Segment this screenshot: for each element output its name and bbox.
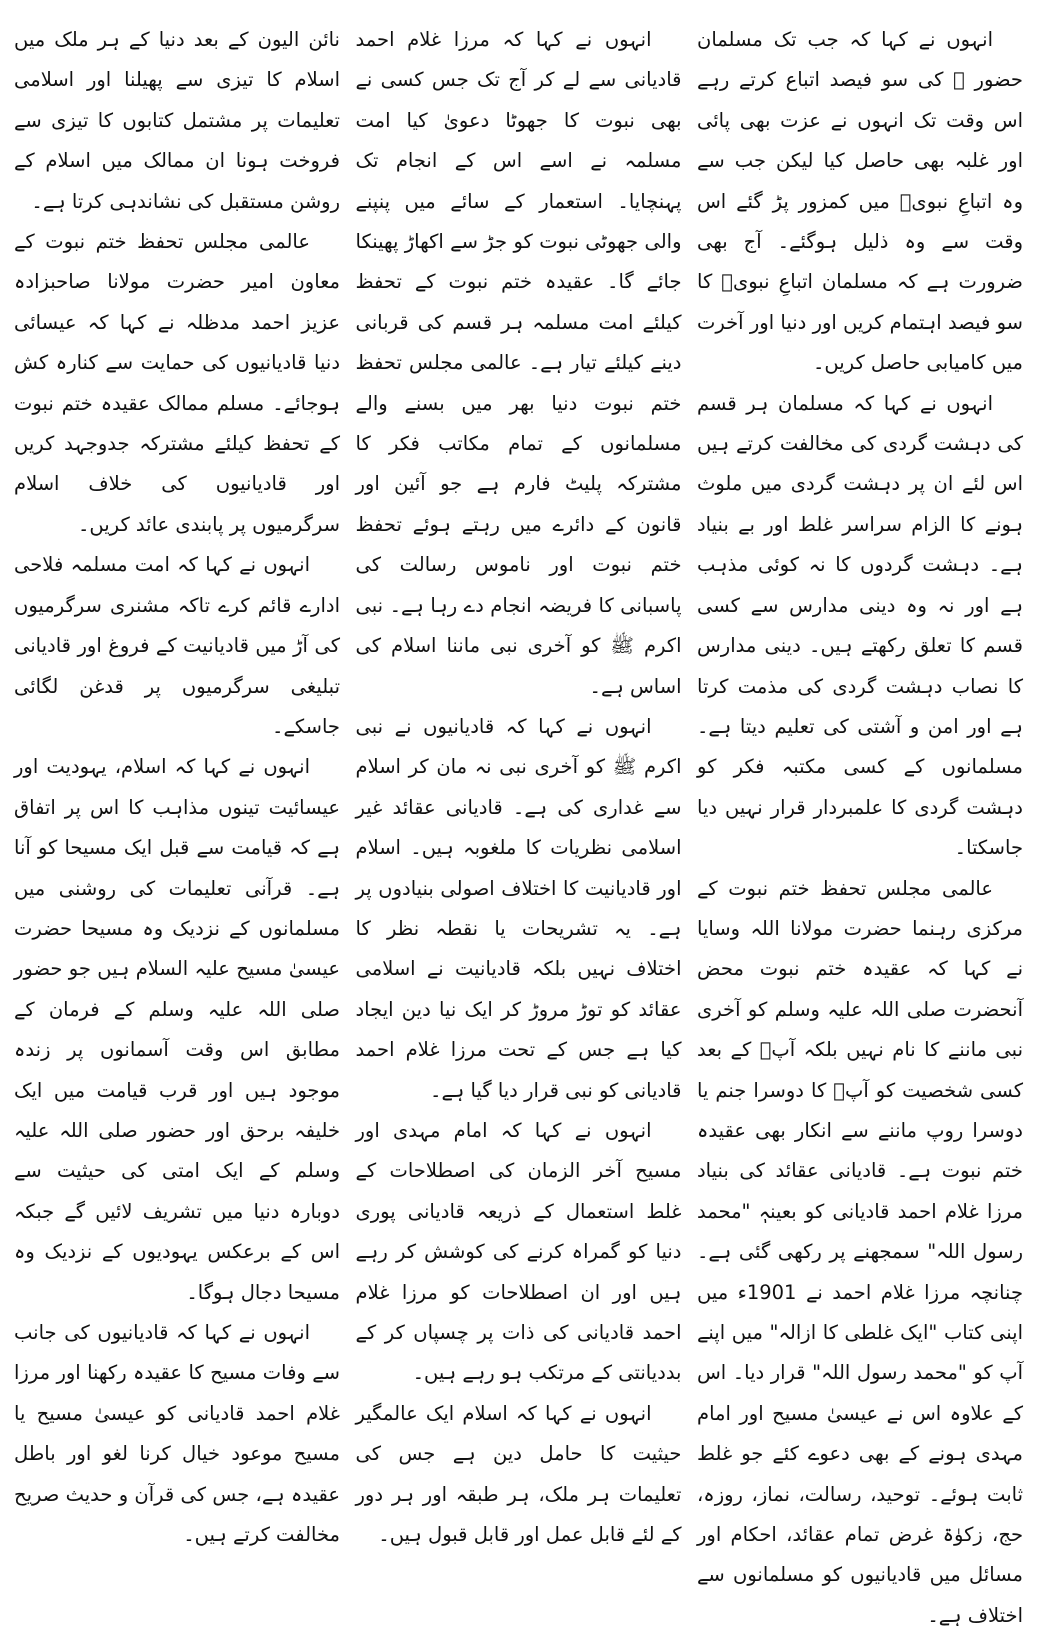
paragraph: انہوں نے کہا کہ اسلام، یہودیت اور عیسائیت تینوں مذاہب کا اس پر اتفاق ہے کہ قیامت سے قبل ایک مسیحا کو آنا ہے۔ قرآنی تعلیمات کی روشنی میں مسلمانوں کے نزدیک وہ مسیحا حضرت عیسیٰ مسیح علیہ السلام ہیں جو حضور صلی اللہ علیہ وسلم کے فرمان کے مطابق اس وقت آسمانوں پر زندہ موجود ہیں اور قرب قیامت میں ایک خلیفہ برحق اور حضور صلی اللہ علیہ وسلم کے ایک امتی کی حیثیت سے دوبارہ دنیا میں تشریف لائیں گے جبکہ اس کے برعکس یہودیوں کے نزدیک وہ مسیحا دجال ہوگا۔ <box>14 755 340 1304</box>
column-middle <box>355 20 682 1547</box>
paragraph: عالمی مجلس تحفظ ختم نبوت کے مرکزی رہنما حضرت مولانا اللہ وسایا نے کہا کہ عقیدہ ختم نبوت محض آنحضرت صلی اللہ علیہ وسلم کو آخری نبی ماننے کا نام نہیں بلکہ آپؐ کے بعد کسی شخصیت کو آپؐ کا دوسرا جنم یا دوسرا روپ ماننے سے انکار بھی عقیدہ ختم نبوت ہے۔ قادیانی عقائد کی بنیاد مرزا غلام احمد قادیانی کو بعینہٖ "محمد رسول اللہ" سمجھنے پر رکھی گئی ہے۔ چنانچہ مرزا غلام احمد نے 1901ء میں اپنی کتاب "ایک غلطی کا ازالہ" میں اپنے آپ کو "محمد رسول اللہ" قرار دیا۔ اس کے علاوہ اس نے عیسیٰ مسیح اور امام مہدی ہونے کے بھی دعوے کئے جو غلط ثابت ہوئے۔ توحید، رسالت، نماز، روزہ، حج، زکوٰۃ غرض تمام عقائد، احکام اور مسائل میں قادیانیوں کو مسلمانوں سے اختلاف ہے۔ <box>697 876 1023 1627</box>
paragraph: انہوں نے کہا کہ قادیانیوں نے نبی اکرم ﷺ کو آخری نبی نہ مان کر اسلام سے غداری کی ہے۔ قادیانی عقائد غیر اسلامی نظریات کا ملغوبہ ہیں۔ اسلام اور قادیانیت کا اختلاف اصولی بنیادوں پر ہے۔ یہ تشریحات یا نقطہ نظر کا اختلاف نہیں بلکہ قادیانیت نے اسلامی عقائد کو توڑ مروڑ کر ایک نیا دین ایجاد کیا ہے جس کے تحت مرزا غلام احمد قادیانی کو نبی قرار دیا گیا ہے۔ <box>355 714 682 1102</box>
column-left <box>14 20 340 1547</box>
column-right <box>697 20 1023 1627</box>
paragraph: نائن الیون کے بعد دنیا کے ہر ملک میں اسلام کا تیزی سے پھیلنا اور اسلامی تعلیمات پر مشتمل کتابوں کا تیزی سے فروخت ہونا ان ممالک میں اسلام کے روشن مستقبل کی نشاندہی کرتا ہے۔ <box>14 28 340 213</box>
paragraph: انہوں نے کہا کہ اسلام ایک عالمگیر حیثیت کا حامل دین ہے جس کی تعلیمات ہر ملک، ہر طبقہ اور ہر دور کے لئے قابل عمل اور قابل قبول ہیں۔ <box>355 1401 682 1547</box>
paragraph: انہوں نے کہا کہ مسلمان ہر قسم کی دہشت گردی کی مخالفت کرتے ہیں اس لئے ان پر دہشت گردی میں ملوث ہونے کا الزام سراسر غلط اور بے بنیاد ہے۔ دہشت گردوں کا نہ کوئی مذہب ہے اور نہ وہ دینی مدارس سے کسی قسم کا تعلق رکھتے ہیں۔ دینی مدارس کا نصاب دہشت گردی کی مذمت کرتا ہے اور امن و آشتی کی تعلیم دیتا ہے۔ مسلمانوں کے کسی مکتبہ فکر کو دہشت گردی کا علمبردار قرار نہیں دیا جاسکتا۔ <box>697 391 1023 860</box>
paragraph: عالمی مجلس تحفظ ختم نبوت کے معاون امیر حضرت مولانا صاحبزادہ عزیز احمد مدظلہ نے کہا کہ عیسائی دنیا قادیانیوں کی حمایت سے کنارہ کش ہوجائے۔ مسلم ممالک عقیدہ ختم نبوت کے تحفظ کیلئے مشترکہ جدوجہد کریں اور قادیانیوں کی خلاف اسلام سرگرمیوں پر پابندی عائد کریں۔ <box>14 230 340 536</box>
paragraph: انہوں نے کہا کہ امام مہدی اور مسیح آخر الزمان کی اصطلاحات کے غلط استعمال کے ذریعہ قادیانی پوری دنیا کو گمراہ کرنے کی کوشش کر رہے ہیں اور ان اصطلاحات کو مرزا غلام احمد قادیانی کی ذات پر چسپاں کر کے بددیانتی کے مرتکب ہو رہے ہیں۔ <box>355 1118 682 1385</box>
paragraph: انہوں نے کہا کہ امت مسلمہ فلاحی ادارے قائم کرے تاکہ مشنری سرگرمیوں کی آڑ میں قادیانیت کے فروغ اور قادیانی تبلیغی سرگرمیوں پر قدغن لگائی جاسکے۔ <box>14 553 340 738</box>
paragraph: انہوں نے کہا کہ مرزا غلام احمد قادیانی سے لے کر آج تک جس کسی نے بھی نبوت کا جھوٹا دعویٰ کیا امت مسلمہ نے اسے اس کے انجام تک پہنچایا۔ استعمار کے سائے میں پنپنے والی جھوٹی نبوت کو جڑ سے اکھاڑ پھینکا جائے گا۔ عقیدہ ختم نبوت کے تحفظ کیلئے امت مسلمہ ہر قسم کی قربانی دینے کیلئے تیار ہے۔ عالمی مجلس تحفظ ختم نبوت دنیا بھر میں بسنے والے مسلمانوں کے تمام مکاتب فکر کا مشترکہ پلیٹ فارم ہے جو آئین اور قانون کے دائرے میں رہتے ہوئے تحفظ ختم نبوت اور ناموس رسالت کی پاسبانی کا فریضہ انجام دے رہا ہے۔ نبی اکرم ﷺ کو آخری نبی ماننا اسلام کی اساس ہے۔ <box>355 28 682 698</box>
paragraph: انہوں نے کہا کہ قادیانیوں کی جانب سے وفات مسیح کا عقیدہ رکھنا اور مرزا غلام احمد قادیانی کو عیسیٰ مسیح یا مسیح موعود خیال کرنا لغو اور باطل عقیدہ ہے، جس کی قرآن و حدیث صریح مخالفت کرتے ہیں۔ <box>14 1321 340 1547</box>
paragraph: انہوں نے کہا کہ جب تک مسلمان حضور ﷺ کی سو فیصد اتباع کرتے رہے اس وقت تک انہوں نے عزت بھی پائی اور غلبہ بھی حاصل کیا لیکن جب سے وہ اتباعِ نبویؐ میں کمزور پڑ گئے اس وقت سے وہ ذلیل ہوگئے۔ آج بھی ضرورت ہے کہ مسلمان اتباعِ نبویؐ کا سو فیصد اہتمام کریں اور دنیا اور آخرت میں کامیابی حاصل کریں۔ <box>697 28 1023 375</box>
